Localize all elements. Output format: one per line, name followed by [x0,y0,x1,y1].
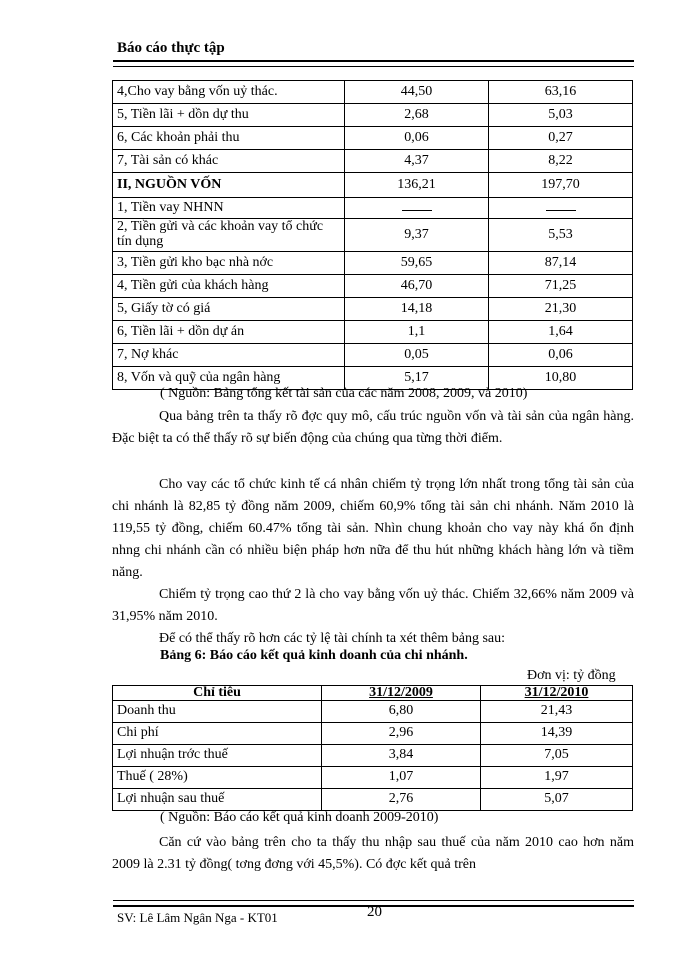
row-value-2009: 5,17 [345,367,489,390]
row-value-2010: 10,80 [489,367,633,390]
row-value-2010: 8,22 [489,150,633,173]
assets-table [112,80,633,390]
row-value-2009: 2,68 [345,104,489,127]
table-row [113,198,633,219]
row-name: 1, Tiền vay NHNN [113,198,345,219]
row-name: 4, Tiền gửi của khách hàng [113,275,345,298]
row-name: Thuế ( 28%) [113,767,322,789]
dash-mark [546,200,576,211]
paragraph-5: Căn cứ vào bảng trên cho ta thấy thu nhập sau thuế của năm 2010 cao hơn năm 2009 là 2.31 tỷ đồng( tơng đơng với 45,5%). Có đợc kết quả trên [112,835,634,872]
table-row [113,344,633,367]
row-name: 3, Tiền gửi kho bạc nhà nớc [113,252,345,275]
table2-title: Bảng 6: Báo cáo kết quả kinh doanh của chi nhánh. [160,648,468,663]
row-value-2010: 14,39 [481,723,633,745]
header-2009: 31/12/2009 [322,686,481,701]
row-value-2010 [489,198,633,219]
row-name: Chi phí [113,723,322,745]
row-value-2010: 63,16 [489,81,633,104]
table-row [113,219,633,252]
header-title: Báo cáo thực tập [117,40,225,56]
row-name: Lợi nhuận sau thuế [113,789,322,811]
row-name: Doanh thu [113,701,322,723]
paragraph-1: Qua bảng trên ta thấy rõ đợc quy mô, cấu trúc nguồn vốn và tài sản của ngân hàng. Đặc biệt ta có thể thấy rõ sự biến động của chúng qua từng thời điểm. [112,409,634,446]
row-value-2010: 0,06 [489,344,633,367]
row-value-2009: 9,37 [345,219,489,252]
row-name: Lợi nhuận trớc thuế [113,745,322,767]
row-value-2009: 14,18 [345,298,489,321]
table-row [113,127,633,150]
row-value-2009 [345,198,489,219]
row-value-2010: 1,64 [489,321,633,344]
row-value-2009: 6,80 [322,701,481,723]
row-name: 7, Nợ khác [113,344,345,367]
row-value-2010: 5,03 [489,104,633,127]
row-name: 6, Các khoản phải thu [113,127,345,150]
table-row [113,723,633,745]
row-name: 7, Tài sản có khác [113,150,345,173]
table2-source: ( Nguồn: Báo cáo kết quả kinh doanh 2009-2010) [160,810,439,825]
row-value-2010: 7,05 [481,745,633,767]
row-value-2009: 46,70 [345,275,489,298]
table-row [113,745,633,767]
row-value-2009: 2,76 [322,789,481,811]
row-name: 5, Tiền lãi + dồn dự thu [113,104,345,127]
table-row [113,252,633,275]
row-value-2010: 87,14 [489,252,633,275]
row-value-2009: 59,65 [345,252,489,275]
row-value-2010: 5,07 [481,789,633,811]
paragraph-2: Cho vay các tổ chức kinh tế cá nhân chiếm tỷ trọng lớn nhất trong tổng tài sản của chi nhánh là 82,85 tỷ đồng năm 2009, chiếm 60,9% tổng tài sản chi nhánh. Năm 2010 là 119,55 tỷ đồng, chiếm 60.47% tổng tài sản. Nhìn chung khoản cho vay này khá ổn định nhng chi nhánh cần có nhiều biện pháp hơn nữa để thu hút những khách hàng lớn và tiềm năng. [112,477,634,580]
row-value-2009: 0,05 [345,344,489,367]
row-value-2009: 4,37 [345,150,489,173]
row-value-2009: 44,50 [345,81,489,104]
row-name: 2, Tiền gửi và các khoản vay tổ chức tín dụng [113,219,345,252]
row-value-2009: 2,96 [322,723,481,745]
table-row [113,321,633,344]
paragraph-4: Để có thể thấy rõ hơn các tỷ lệ tài chính ta xét thêm bảng sau: [159,631,506,646]
table2-unit: Đơn vị: tỷ đồng [527,668,616,683]
header-2010: 31/12/2010 [481,686,633,701]
row-name: II, NGUỒN VỐN [113,173,345,198]
row-value-2010: 5,53 [489,219,633,252]
table-header-row [113,686,633,701]
table-row [113,81,633,104]
row-name: 4,Cho vay bằng vốn uỷ thác. [113,81,345,104]
income-table [112,685,633,811]
row-value-2009: 0,06 [345,127,489,150]
row-value-2010: 197,70 [489,173,633,198]
row-name: 6, Tiền lãi + dồn dự án [113,321,345,344]
row-value-2010: 0,27 [489,127,633,150]
row-value-2010: 21,30 [489,298,633,321]
row-value-2009: 1,1 [345,321,489,344]
table-row [113,298,633,321]
row-value-2010: 71,25 [489,275,633,298]
table-row [113,275,633,298]
footer-author: SV: Lê Lâm Ngân Nga - KT01 [117,910,278,925]
header-indicator: Chỉ tiêu [113,686,322,701]
row-value-2009: 1,07 [322,767,481,789]
table-row [113,767,633,789]
table-row [113,701,633,723]
row-name: 5, Giấy tờ có giá [113,298,345,321]
header-rule [113,60,634,67]
dash-mark [402,200,432,211]
row-value-2010: 21,43 [481,701,633,723]
table-row [113,104,633,127]
table-row-section [113,173,633,198]
row-value-2009: 3,84 [322,745,481,767]
row-name: 8, Vốn và quỹ của ngân hàng [113,367,345,390]
table-row [113,150,633,173]
table1-source: ( Nguồn: Bảng tổng kết tài sản của các năm 2008, 2009, và 2010) [160,386,528,401]
row-value-2010: 1,97 [481,767,633,789]
paragraph-3: Chiếm tỷ trọng cao thứ 2 là cho vay bằng vốn uỷ thác. Chiếm 32,66% năm 2009 và 31,95% năm 2010. [112,587,634,624]
page-number: 20 [367,904,382,920]
table-row [113,789,633,811]
row-value-2009: 136,21 [345,173,489,198]
